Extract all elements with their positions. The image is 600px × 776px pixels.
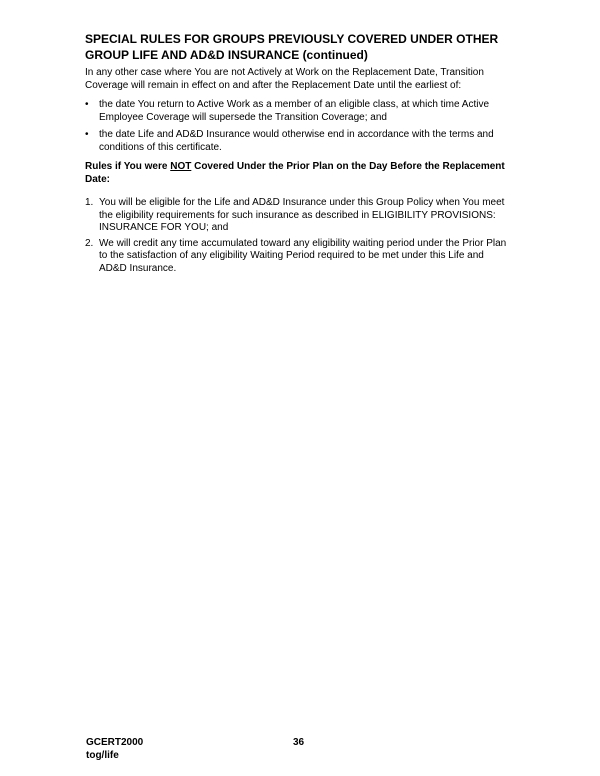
item-text: You will be eligible for the Life and AD&D Insurance under this Group Policy when You meet the eligibility requirements for such insurance as described in ELIGIBILITY PROVISIONS: INSURANCE FOR YOU; and <box>99 197 505 233</box>
rules-subheading-prefix: Rules if You were <box>85 161 171 172</box>
item-number: 2. <box>85 237 94 249</box>
page-content <box>85 31 513 275</box>
rules-subheading <box>85 161 513 186</box>
bullet-item <box>85 129 513 154</box>
section-heading: SPECIAL RULES FOR GROUPS PREVIOUSLY COVERED UNDER OTHER GROUP LIFE AND AD&D INSURANCE (continued) <box>85 32 499 62</box>
bullet-text: the date Life and AD&D Insurance would otherwise end in accordance with the terms and conditions of this certificate. <box>99 129 494 153</box>
footer-form-id <box>86 736 143 762</box>
rules-subheading-emphasis: NOT <box>170 161 192 172</box>
footer-form-suffix: tog/life <box>86 750 119 761</box>
numbered-item <box>85 238 513 276</box>
footer-page-number: 36 <box>293 737 305 748</box>
numbered-item <box>85 197 513 235</box>
footer-form-number: GCERT2000 <box>86 737 144 748</box>
item-number: 1. <box>85 197 94 208</box>
intro-paragraph: In any other case where You are not Actively at Work on the Replacement Date, Transition Coverage will remain in effect on and after the Replacement Date until the earliest of: <box>85 67 484 91</box>
item-text: We will credit any time accumulated toward any eligibility waiting period under the Prior Plan to the satisfaction of any eligibility Waiting Period required to be met under this Life and AD&D Insurance. <box>99 237 507 274</box>
bullet-icon: • <box>85 99 89 110</box>
bullet-text: the date You return to Active Work as a member of an eligible class, at which time Active Employee Coverage will supersede the Transition Coverage; and <box>99 99 490 123</box>
rules-subheading-suffix: Covered Under the Prior Plan on the Day Before the Replacement Date: <box>85 161 505 185</box>
bullet-icon: • <box>85 129 89 140</box>
bullet-item <box>85 99 513 124</box>
